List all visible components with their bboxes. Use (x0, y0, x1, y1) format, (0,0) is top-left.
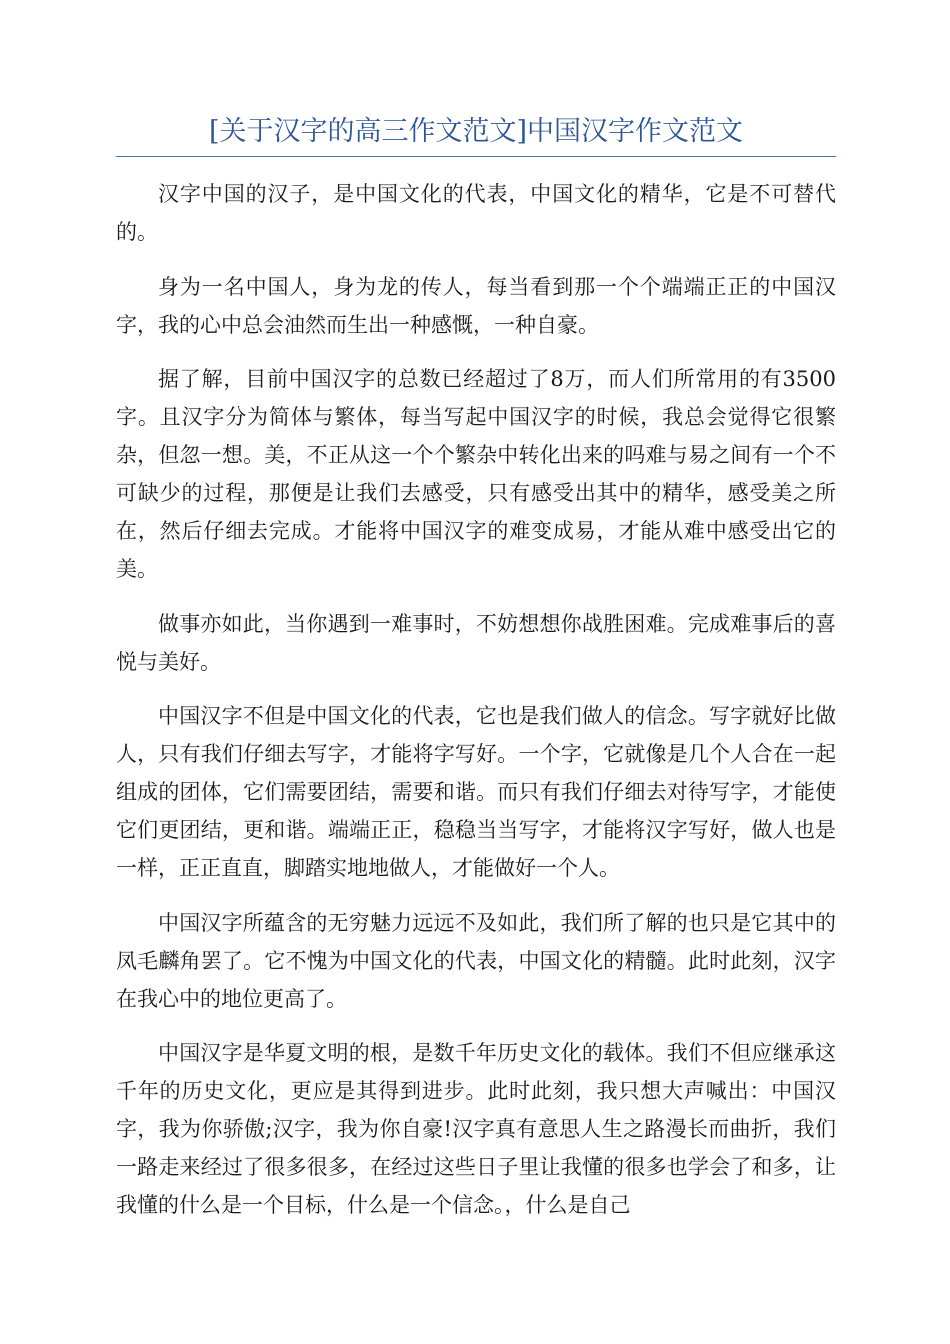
paragraph-5: 中国汉字不但是中国文化的代表，它也是我们做人的信念。写字就好比做人，只有我们仔细去写字，才能将字写好。一个字，它就像是几个人合在一起组成的团体，它们需要团结，需要和谐。而只有我们仔细去对待写字，才能使它们更团结，更和谐。端端正正，稳稳当当写字，才能将汉字写好，做人也是一样，正正直直，脚踏实地地做人，才能做好一个人。 (116, 704, 836, 880)
document-body (116, 175, 836, 1241)
paragraph-6: 中国汉字所蕴含的无穷魅力远远不及如此，我们所了解的也只是它其中的凤毛麟角罢了。它不愧为中国文化的代表，中国文化的精髓。此时此刻，汉字在我心中的地位更高了。 (116, 910, 836, 1011)
paragraph-1: 汉字中国的汉子，是中国文化的代表，中国文化的精华，它是不可替代的。 (116, 182, 836, 244)
title-block (116, 112, 836, 157)
document-title: [关于汉字的高三作文范文]中国汉字作文范文 (208, 116, 744, 147)
paragraph-4: 做事亦如此，当你遇到一难事时，不妨想想你战胜困难。完成难事后的喜悦与美好。 (116, 611, 836, 674)
paragraph-3: 据了解，目前中国汉字的总数已经超过了8万，而人们所常用的有3500字。且汉字分为简体与繁体，每当写起中国汉字的时候，我总会觉得它很繁杂，但忽一想。美，不正从这一个个繁杂中转化出来的吗难与易之间有一个不可缺少的过程，那便是让我们去感受，只有感受出其中的精华，感受美之所在，然后仔细去完成。才能将中国汉字的难变成易，才能从难中感受出它的美。 (116, 367, 836, 581)
paragraph-7: 中国汉字是华夏文明的根，是数千年历史文化的载体。我们不但应继承这千年的历史文化，更应是其得到进步。此时此刻，我只想大声喊出：中国汉字，我为你骄傲;汉字，我为你自豪!汉字真有意思人生之路漫长而曲折，我们一路走来经过了很多很多，在经过这些日子里让我懂的很多也学会了和多，让我懂的什么是一个目标，什么是一个信念。，什么是自己 (116, 1041, 836, 1217)
paragraph-2: 身为一名中国人，身为龙的传人，每当看到那一个个端端正正的中国汉字，我的心中总会油然而生出一种感慨，一种自豪。 (116, 274, 836, 337)
